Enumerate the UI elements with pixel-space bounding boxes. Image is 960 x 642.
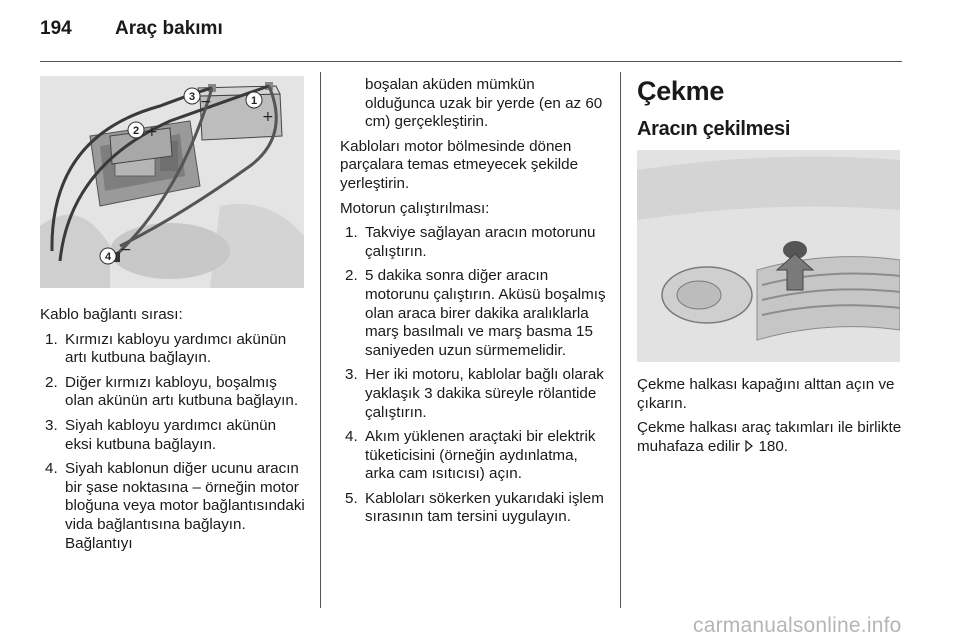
right-column-text — [637, 376, 902, 462]
battery-illustration-svg — [40, 76, 304, 288]
svg-text:+: + — [146, 124, 158, 140]
list-number: 5. — [345, 489, 358, 507]
list-number: 3. — [45, 416, 58, 434]
page-number: 194 — [40, 18, 72, 39]
section-subheading: Aracın çekilmesi — [637, 118, 791, 140]
bumper-illustration-svg — [637, 150, 900, 362]
list-item — [340, 428, 608, 484]
header-rule — [40, 61, 902, 62]
battery-jumpstart-illustration — [40, 76, 304, 288]
list-number: 1. — [345, 224, 358, 242]
list-text: Her iki motoru, kablolar bağlı olarak yaklaşık 3 dakika süreyle rölantide çalıştırın. — [365, 366, 604, 421]
list-text: Siyah kabloyu yardımcı akünün eksi kutbuna bağlayın. — [65, 416, 277, 453]
column-divider-left — [320, 72, 321, 608]
list-text: Kırmızı kabloyu yardımcı akünün artı kutbuna bağlayın. — [65, 330, 287, 367]
callout-1 — [246, 92, 262, 108]
page-reference-link[interactable]: 180. — [758, 437, 789, 455]
callout-2 — [128, 122, 144, 138]
watermark: carmanualsonline.info — [693, 614, 902, 637]
callout-label-3: 3 — [188, 91, 196, 103]
list-text: Siyah kablonun diğer ucunu aracın bir şase noktasına – örneğin motor bloğuna veya motor bağlantısındaki vida bağlantısına bağlayın. Bağlantıyı — [65, 460, 305, 552]
svg-text:−: − — [200, 94, 212, 110]
engine-start-steps-list — [340, 224, 608, 527]
page-title: Araç bakımı — [115, 18, 223, 39]
column-divider-right — [620, 72, 621, 608]
list-number: 4. — [345, 428, 358, 446]
list-item — [40, 417, 305, 454]
list-number: 3. — [345, 366, 358, 384]
connection-steps-list — [40, 331, 305, 554]
list-number: 4. — [45, 460, 58, 478]
list-item — [340, 267, 608, 360]
list-number: 2. — [345, 267, 358, 285]
engine-start-intro: Motorun çalıştırılması: — [340, 199, 490, 217]
callout-4 — [100, 248, 116, 264]
tow-cover-paragraph: Çekme halkası kapağını alttan açın ve çıkarın. — [637, 376, 895, 412]
cable-routing-paragraph: Kabloları motor bölmesinde dönen parçalara temas etmeyecek şekilde yerleştirin. — [340, 137, 579, 192]
svg-text:−: − — [120, 242, 132, 258]
list-item — [340, 224, 608, 261]
callout-label-4: 4 — [104, 251, 112, 263]
list-text: Akım yüklenen araçtaki bir elektrik tüketicisini (örneğin aydınlatma, arka cam ısıtıcısı) açın. — [365, 428, 596, 483]
list-text: 5 dakika sonra diğer aracın motorunu çalıştırın. Aküsü boşalmış olan araca birer dakika aralıklarla marş basılmalı ve marş basma 15 saniyeden uzun sürmemelidir. — [365, 267, 606, 359]
list-text: Kabloları sökerken yukarıdaki işlem sırasının tam tersini uygulayın. — [365, 489, 604, 526]
svg-text:+: + — [262, 109, 274, 125]
callout-label-1: 1 — [250, 95, 258, 107]
list-number: 2. — [45, 373, 58, 391]
list-text: Takviye sağlayan aracın motorunu çalıştırın. — [365, 224, 596, 260]
callout-3 — [184, 88, 200, 104]
list-item — [40, 331, 305, 368]
connection-order-intro: Kablo bağlantı sırası: — [40, 306, 183, 323]
list-item — [40, 374, 305, 411]
page-reference-arrow-icon — [744, 440, 754, 452]
list-item — [40, 460, 305, 553]
middle-column-text — [340, 76, 608, 533]
list-number: 1. — [45, 330, 58, 348]
continuation-text: boşalan aküden mümkün olduğunca uzak bir yerde (en az 60 cm) gerçekleştirin. — [365, 76, 603, 131]
tow-eye-cover-illustration — [637, 150, 900, 362]
list-text: Diğer kırmızı kabloyu, boşalmış olan akünün artı kutbuna bağlayın. — [65, 373, 299, 410]
list-item — [340, 366, 608, 422]
section-heading: Çekme — [637, 76, 725, 106]
tow-storage-text: Çekme halkası araç takımları ile birlikte muhafaza edilir — [637, 419, 902, 455]
tow-storage-paragraph — [637, 419, 902, 456]
left-column-text — [40, 306, 305, 559]
callout-label-2: 2 — [132, 125, 140, 137]
list-item — [340, 490, 608, 527]
